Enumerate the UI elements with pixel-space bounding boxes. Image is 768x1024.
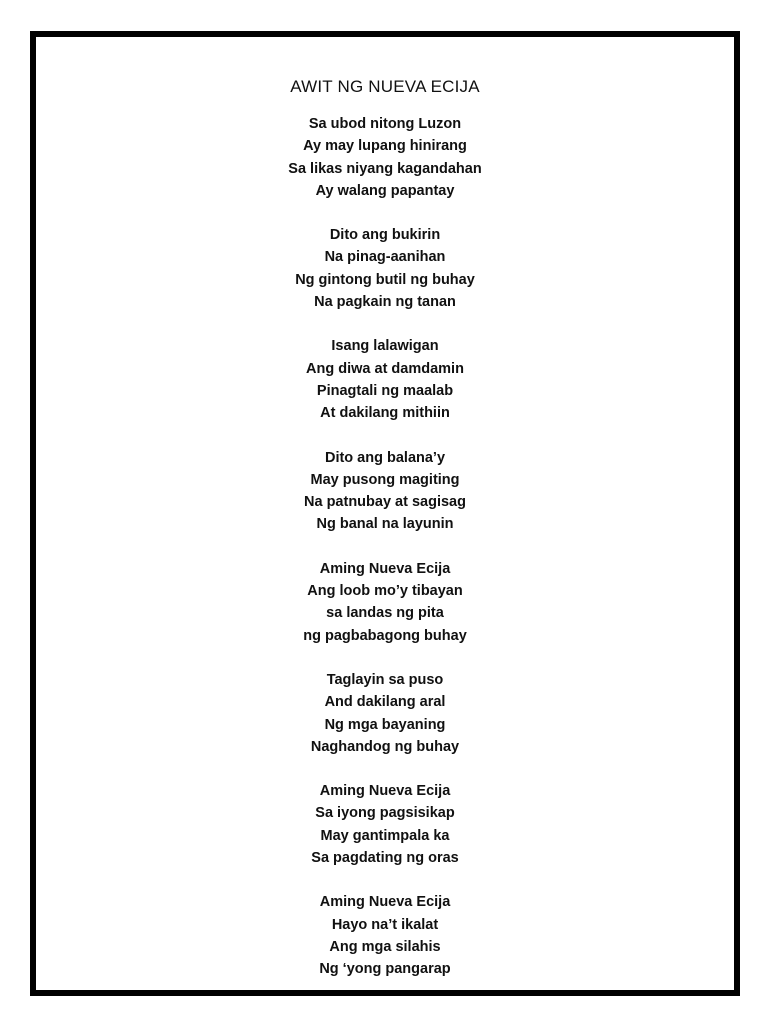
lyric-line: Isang lalawigan <box>331 338 439 355</box>
stanza-2 <box>36 224 734 313</box>
lyric-line: Hayo na’t ikalat <box>331 916 439 933</box>
lyric-line: Aming Nueva Ecija <box>319 894 451 911</box>
lyric-line: May gantimpala ka <box>320 827 450 844</box>
lyric-line: Sa ubod nitong Luzon <box>308 116 462 132</box>
lyric-line: At dakilang mithiin <box>320 405 450 422</box>
lyric-line: Ng mga bayaning <box>324 716 446 733</box>
lyric-line: Aming Nueva Ecija <box>319 560 451 577</box>
stanza-8 <box>36 891 734 980</box>
lyric-line: Dito ang bukirin <box>329 227 441 244</box>
lyric-line: And dakilang aral <box>324 694 446 711</box>
lyric-line: Taglayin sa puso <box>326 671 444 688</box>
stanza-4 <box>36 447 734 536</box>
stanza-1 <box>36 113 734 202</box>
lyric-line: Sa iyong pagsisikap <box>315 805 455 822</box>
lyric-line: Ay walang papantay <box>315 182 455 199</box>
lyric-line: Ng banal na layunin <box>316 516 454 533</box>
stanza-5 <box>36 558 734 647</box>
lyric-line: May pusong magiting <box>310 471 460 488</box>
lyric-line: Ng gintong butil ng buhay <box>295 271 475 288</box>
lyric-line: Ang loob mo’y tibayan <box>307 583 463 600</box>
lyric-line: Pinagtali ng maalab <box>316 382 454 399</box>
lyric-line: ng pagbabagong buhay <box>303 627 467 644</box>
lyric-line: Na pinag-aanihan <box>324 249 446 266</box>
lyric-line: Na patnubay at sagisag <box>304 494 466 511</box>
lyric-line: Na pagkain ng tanan <box>314 294 456 311</box>
page-frame <box>30 31 740 996</box>
lyric-line: Ay may lupang hinirang <box>303 138 467 155</box>
lyric-line: Dito ang balana’y <box>324 449 446 466</box>
lyric-line: Ang mga silahis <box>329 938 441 955</box>
lyric-line: Sa pagdating ng oras <box>311 850 459 867</box>
lyric-line: Aming Nueva Ecija <box>319 783 451 800</box>
stanza-3 <box>36 335 734 424</box>
lyric-line: Naghandog ng buhay <box>310 738 460 755</box>
lyrics-body <box>36 113 734 1003</box>
lyric-line: sa landas ng pita <box>326 605 444 622</box>
stanza-6 <box>36 669 734 758</box>
lyric-line: Ng ‘yong pangarap <box>319 961 451 978</box>
lyric-line: Ang diwa at damdamin <box>306 360 464 377</box>
page-title: AWIT NG NUEVA ECIJA <box>290 77 480 96</box>
lyric-line: Sa likas niyang kagandahan <box>288 160 482 177</box>
stanza-7 <box>36 780 734 869</box>
